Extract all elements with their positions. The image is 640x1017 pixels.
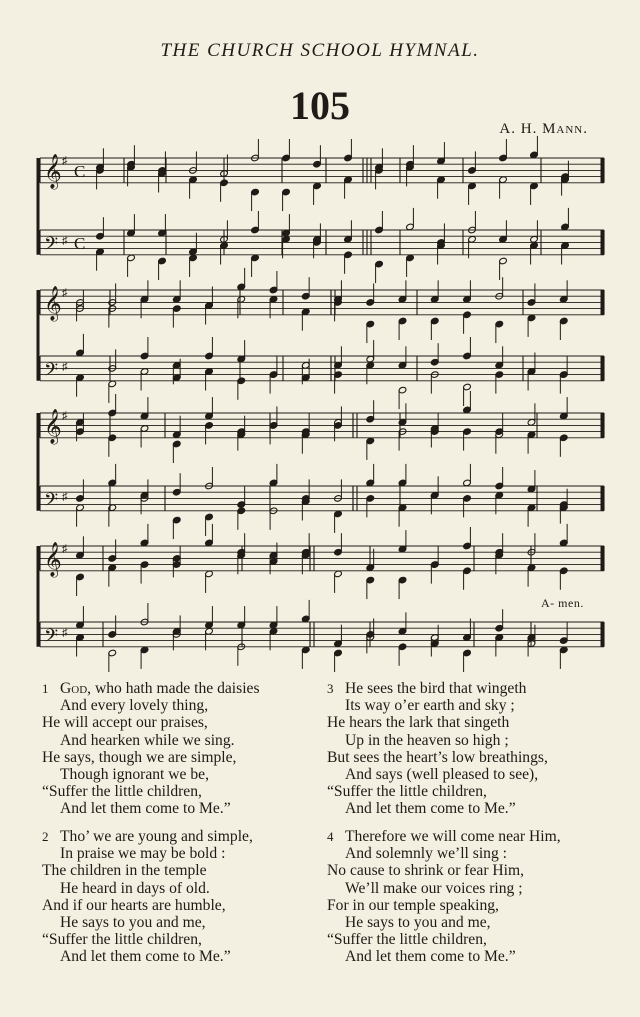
stanza-first-rest: who hath made the daisies [91,680,260,697]
stanza-first-line [42,828,253,845]
stanza-number: 1 [42,681,49,696]
stanza-first-line [327,828,561,845]
stanza-line: “Suffer the little children, [42,783,202,801]
composer-initials: A. H. [499,121,538,137]
treble-clef-icon: 𝄞 [44,285,62,321]
stanza-line: He hears the lark that singeth [327,714,510,732]
stanza-line: We’ll make our voices ring ; [345,879,523,897]
bass-clef-icon: 𝄢 [44,489,59,515]
stanza-line: And let them come to Me.” [345,948,516,966]
stanza-line: Its way o’er earth and sky ; [345,697,515,715]
stanza-line: The children in the temple [42,862,207,880]
sharp-icon: ♯ [62,287,68,299]
stanza-2 [42,828,253,966]
stanza-line: “Suffer the little children, [327,931,487,949]
stanza-first-rest: we will come near Him, [406,828,561,845]
stanza-line: And solemnly we’ll sing : [345,845,507,863]
sharp-icon: ♯ [62,235,68,247]
stanza-line: He heard in days of old. [60,879,210,897]
stanza-first-line [42,680,260,697]
composer-surname: Mann. [542,121,588,137]
sharp-icon: ♯ [62,627,68,639]
stanza-first-rest: we are young and simple, [89,828,253,845]
sharp-icon: ♯ [62,361,68,373]
stanza-line: He says to you and me, [60,914,206,932]
bass-clef-icon: 𝄢 [44,233,59,259]
stanza-line: And every lovely thing, [60,697,209,715]
running-title: THE CHURCH SCHOOL HYMNAL. [160,40,480,61]
stanza-first-word: He [345,680,364,697]
stanza-line: For in our temple speaking, [327,896,499,914]
stanza-line: And hearken while we sing. [60,731,235,749]
sharp-icon: ♯ [62,155,68,167]
stanza-line: In praise we may be bold : [60,845,226,863]
stanza-line: And says (well pleased to see), [345,766,539,784]
stanza-line: “Suffer the little children, [42,931,202,949]
stanza-line: He says, though we are simple, [42,748,237,766]
bass-clef-icon: 𝄢 [44,625,59,651]
stanza-number: 2 [42,829,49,844]
stanza-first-word: God, [60,680,92,697]
hymn-number: 105 [290,83,350,128]
stanza-first-word: Therefore [345,828,407,845]
sharp-icon: ♯ [62,543,68,555]
stanza-first-rest: sees the bird that wingeth [363,680,527,697]
stanza-line: Up in the heaven so high ; [345,731,509,749]
treble-clef-icon: 𝄞 [44,153,62,189]
stanza-line: He says to you and me, [345,914,491,932]
common-time-icon: C [74,234,86,253]
common-time-icon: C [74,162,86,181]
stanza-line: And let them come to Me.” [60,948,231,966]
stanza-line: Though ignorant we be, [60,766,209,784]
sharp-icon: ♯ [62,491,68,503]
stanza-4 [327,828,561,966]
stanza-line: No cause to shrink or fear Him, [327,862,525,880]
stanza-line: And if our hearts are humble, [42,896,226,914]
bass-clef-icon: 𝄢 [44,359,59,385]
stanza-line: But sees the heart’s low breathings, [327,748,548,766]
sharp-icon: ♯ [62,410,68,422]
stanza-line: “Suffer the little children, [327,783,487,801]
stanza-first-line [327,680,548,697]
stanza-line: He will accept our praises, [42,714,208,732]
amen-lyric: A- men. [541,596,584,610]
stanza-3 [327,680,548,818]
stanza-line: And let them come to Me.” [60,800,231,818]
treble-clef-icon: 𝄞 [44,541,62,577]
stanza-first-word: Tho’ [60,828,90,845]
stanza-number: 4 [327,829,334,844]
treble-clef-icon: 𝄞 [44,408,62,444]
stanza-number: 3 [327,681,334,696]
stanza-line: And let them come to Me.” [345,800,516,818]
stanza-1 [42,680,260,818]
